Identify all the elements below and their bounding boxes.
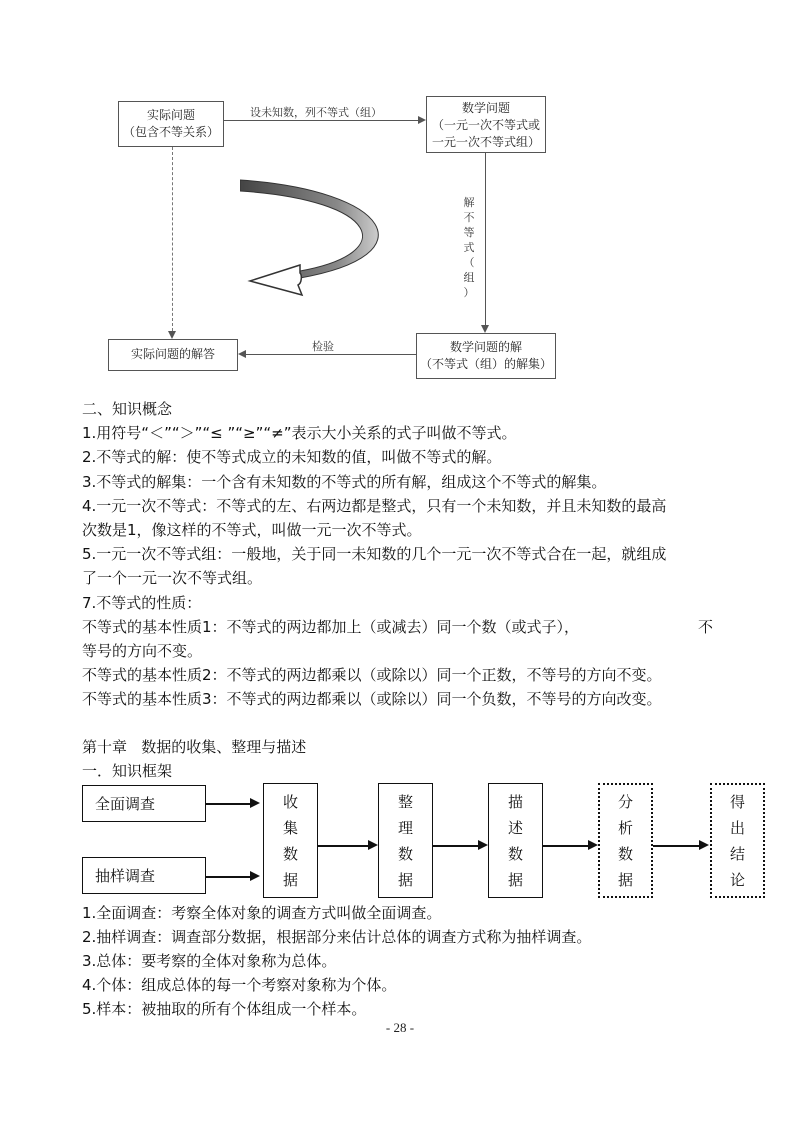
concept-item: 不等式的基本性质3：不等式的两边都乘以（或除以）同一个负数，不等号的方向改变。 [82, 690, 662, 708]
concept-item: 不等式的基本性质1：不等式的两边都加上（或减去）同一个数（或式子）， [82, 618, 580, 636]
concept-item: 次数是1，像这样的不等式，叫做一元一次不等式。 [82, 521, 422, 539]
section-heading-knowledge: 二、知识概念 [82, 400, 173, 418]
page-number: - 28 - [385, 1020, 415, 1035]
box-sample-survey: 抽样调查 [82, 857, 206, 894]
box-actual-answer: 实际问题的解答 [108, 339, 238, 371]
concept-item: 不等式的基本性质2：不等式的两边都乘以（或除以）同一个正数，不等号的方向不变。 [82, 666, 662, 684]
chapter-title: 第十章 数据的收集、整理与描述 [82, 738, 307, 756]
concept-item: 5.一元一次不等式组：一般地，关于同一未知数的几个一元一次不等式合在一起，就组成 [82, 545, 667, 563]
concept-item: 2.不等式的解：使不等式成立的未知数的值，叫做不等式的解。 [82, 448, 502, 466]
step-organize-data: 整 理 数 据 [378, 783, 433, 898]
definition-item: 1.全面调查：考察全体对象的调查方式叫做全面调查。 [82, 904, 442, 922]
box-full-survey: 全面调查 [82, 785, 206, 822]
arrow-label-solve: 解 不 等 式 （ 组 ） [463, 196, 475, 299]
subheading-framework: 一．知识框架 [82, 762, 173, 780]
step-draw-conclusion: 得 出 结 论 [710, 783, 765, 898]
definition-item: 2.抽样调查：调查部分数据，根据部分来估计总体的调查方式称为抽样调查。 [82, 928, 592, 946]
concept-item: 4.一元一次不等式：不等式的左、右两边都是整式，只有一个未知数，并且未知数的最高 [82, 497, 667, 515]
concept-item: 7.不等式的性质： [82, 594, 202, 612]
step-analyze-data: 分 析 数 据 [598, 783, 653, 898]
arrow-label-check: 检验 [312, 340, 334, 353]
box-math-solution: 数学问题的解 （不等式（组）的解集） [416, 333, 556, 379]
box-math-problem: 数学问题 （一元一次不等式或 一元一次不等式组） [426, 96, 546, 153]
concept-item: 3.不等式的解集：一个含有未知数的不等式的所有解，组成这个不等式的解集。 [82, 473, 607, 491]
curved-arrow-icon [240, 175, 420, 305]
concept-item: 了一个一元一次不等式组。 [82, 569, 263, 587]
step-describe-data: 描 述 数 据 [488, 783, 543, 898]
definition-item: 3.总体：要考察的全体对象称为总体。 [82, 952, 337, 970]
step-collect-data: 收 集 数 据 [263, 783, 318, 898]
definition-item: 5.样本：被抽取的所有个体组成一个样本。 [82, 1000, 367, 1018]
definition-item: 4.个体：组成总体的每一个考察对象称为个体。 [82, 976, 397, 994]
trailing-char: 不 [698, 618, 714, 636]
concept-item: 等号的方向不变。 [82, 642, 203, 660]
concept-item: 1.用符号“＜”“＞”“≤ ”“≥”“≠”表示大小关系的式子叫做不等式。 [82, 424, 517, 442]
arrow-label-set-unknown: 设未知数，列不等式（组） [250, 106, 382, 119]
box-actual-problem: 实际问题 （包含不等关系） [118, 101, 224, 147]
